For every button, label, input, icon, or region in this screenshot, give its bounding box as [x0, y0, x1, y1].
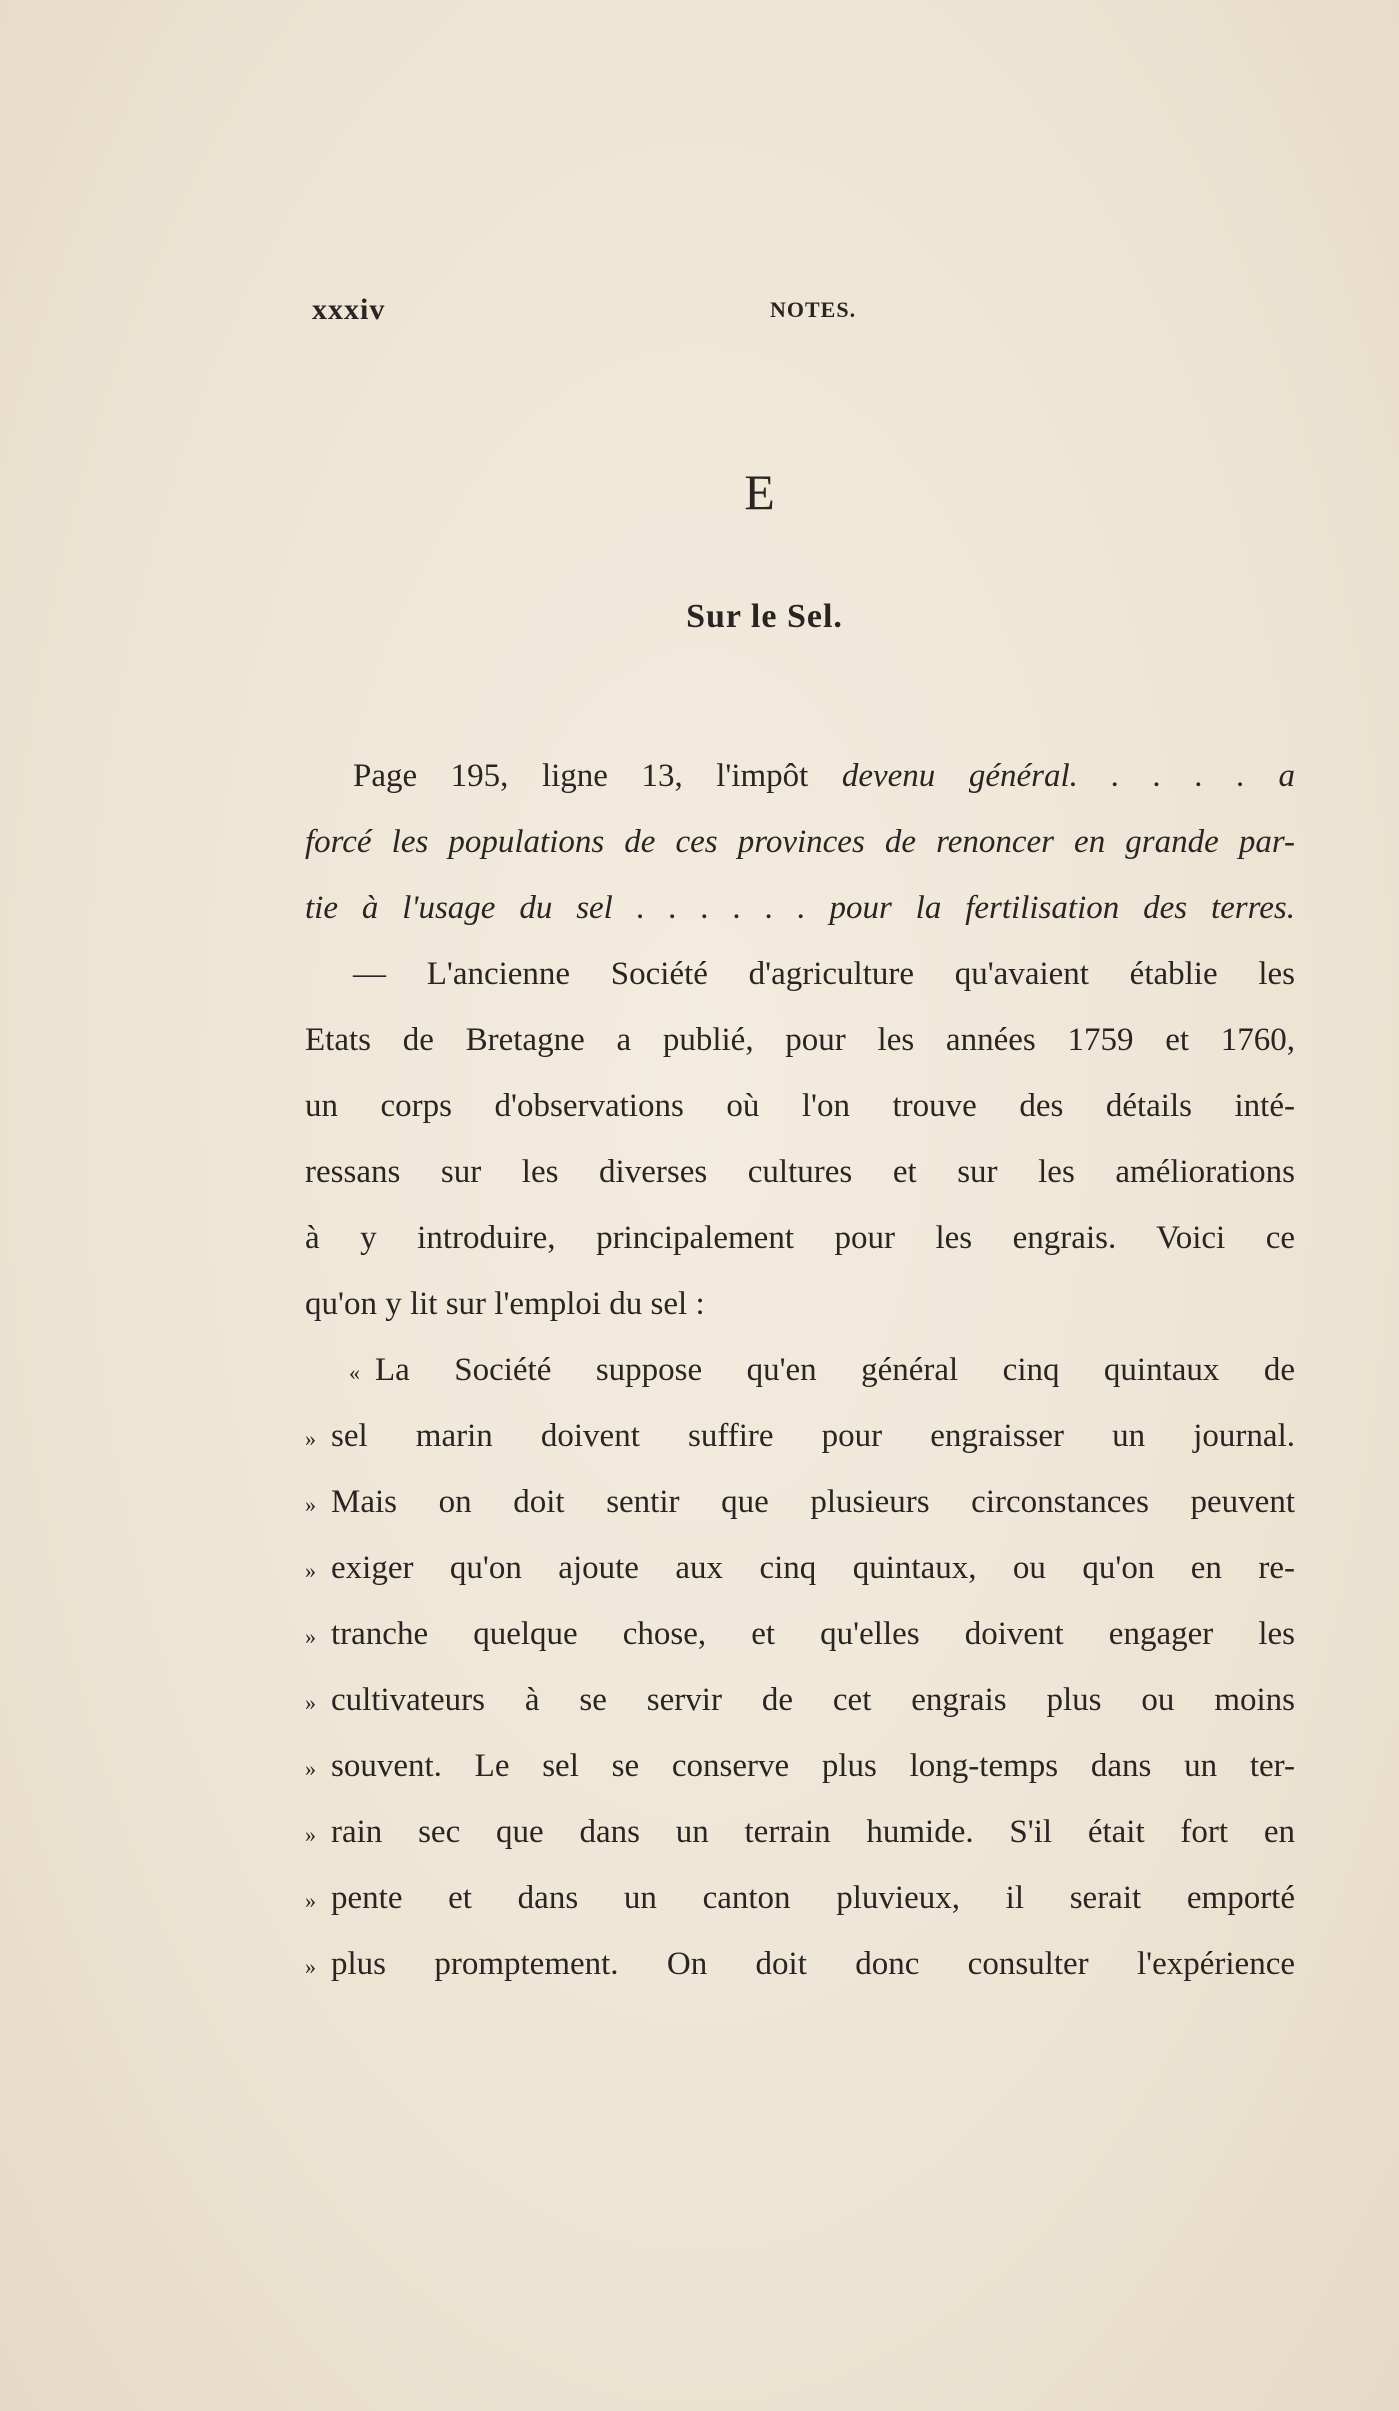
text-run: rain sec que dans un terrain humide. S'il était fort en [331, 1814, 1295, 1850]
quote-mark: » [305, 1558, 316, 1583]
text-line [305, 1799, 1295, 1865]
section-title: Sur le Sel. [686, 598, 843, 635]
text-run: La Société suppose qu'en général cinq quintaux de [375, 1352, 1295, 1388]
quote-mark: » [305, 1690, 316, 1715]
quote-mark: » [305, 1888, 316, 1913]
text-line [305, 1337, 1295, 1403]
quote-mark: » [305, 1492, 316, 1517]
quote-mark: » [305, 1426, 316, 1451]
text-line [305, 875, 1295, 941]
text-line [305, 1601, 1295, 1667]
body-text [305, 743, 1295, 1997]
text-run: exiger qu'on ajoute aux cinq quintaux, ou qu'on en re- [331, 1550, 1295, 1586]
text-run: tranche quelque chose, et qu'elles doivent engager les [331, 1616, 1295, 1652]
text-run: un corps d'observations où l'on trouve des détails inté- [305, 1088, 1295, 1124]
text-run: sel marin doivent suffire pour engraisser un journal. [331, 1418, 1295, 1454]
section-letter: E [744, 464, 775, 520]
text-run: Etats de Bretagne a publié, pour les années 1759 et 1760, [305, 1022, 1295, 1058]
text-run: qu'on y lit sur l'emploi du sel : [305, 1286, 705, 1322]
text-line [305, 1733, 1295, 1799]
text-run: ressans sur les diverses cultures et sur les améliorations [305, 1154, 1295, 1190]
text-run: souvent. Le sel se conserve plus long-temps dans un ter- [331, 1748, 1295, 1784]
running-title: NOTES. [770, 297, 857, 322]
text-line [305, 1073, 1295, 1139]
quote-mark: » [305, 1624, 316, 1649]
text-line [305, 1205, 1295, 1271]
quote-mark: » [305, 1954, 316, 1979]
text-line [305, 941, 1295, 1007]
quote-mark: » [305, 1756, 316, 1781]
text-run: pente et dans un canton pluvieux, il serait emporté [331, 1880, 1295, 1916]
italic-text: forcé les populations de ces provinces de renoncer en grande par- [305, 824, 1295, 860]
text-line [305, 1865, 1295, 1931]
text-run: Page 195, ligne 13, l'impôt [353, 758, 842, 794]
text-line [305, 809, 1295, 875]
text-line [305, 1469, 1295, 1535]
text-line [305, 1931, 1295, 1997]
running-head [312, 293, 1287, 333]
text-run: plus promptement. On doit donc consulter l'expérience [331, 1946, 1295, 1982]
italic-text: tie à l'usage du sel . . . . . . pour la fertilisation des terres. [305, 890, 1295, 926]
text-line [305, 1271, 1295, 1337]
page-number: xxxiv [312, 293, 386, 326]
text-run: Mais on doit sentir que plusieurs circonstances peuvent [331, 1484, 1295, 1520]
text-line [305, 1403, 1295, 1469]
text-line [305, 1139, 1295, 1205]
text-run: cultivateurs à se servir de cet engrais plus ou moins [331, 1682, 1295, 1718]
quote-mark: » [305, 1822, 316, 1847]
text-line [305, 1535, 1295, 1601]
text-line [305, 1007, 1295, 1073]
text-line [305, 1667, 1295, 1733]
text-line [305, 743, 1295, 809]
quote-mark: « [349, 1360, 360, 1385]
text-run: à y introduire, principalement pour les engrais. Voici ce [305, 1220, 1295, 1256]
text-run: — L'ancienne Société d'agriculture qu'avaient établie les [353, 956, 1295, 992]
italic-text: devenu général. . . . . a [841, 758, 1295, 794]
